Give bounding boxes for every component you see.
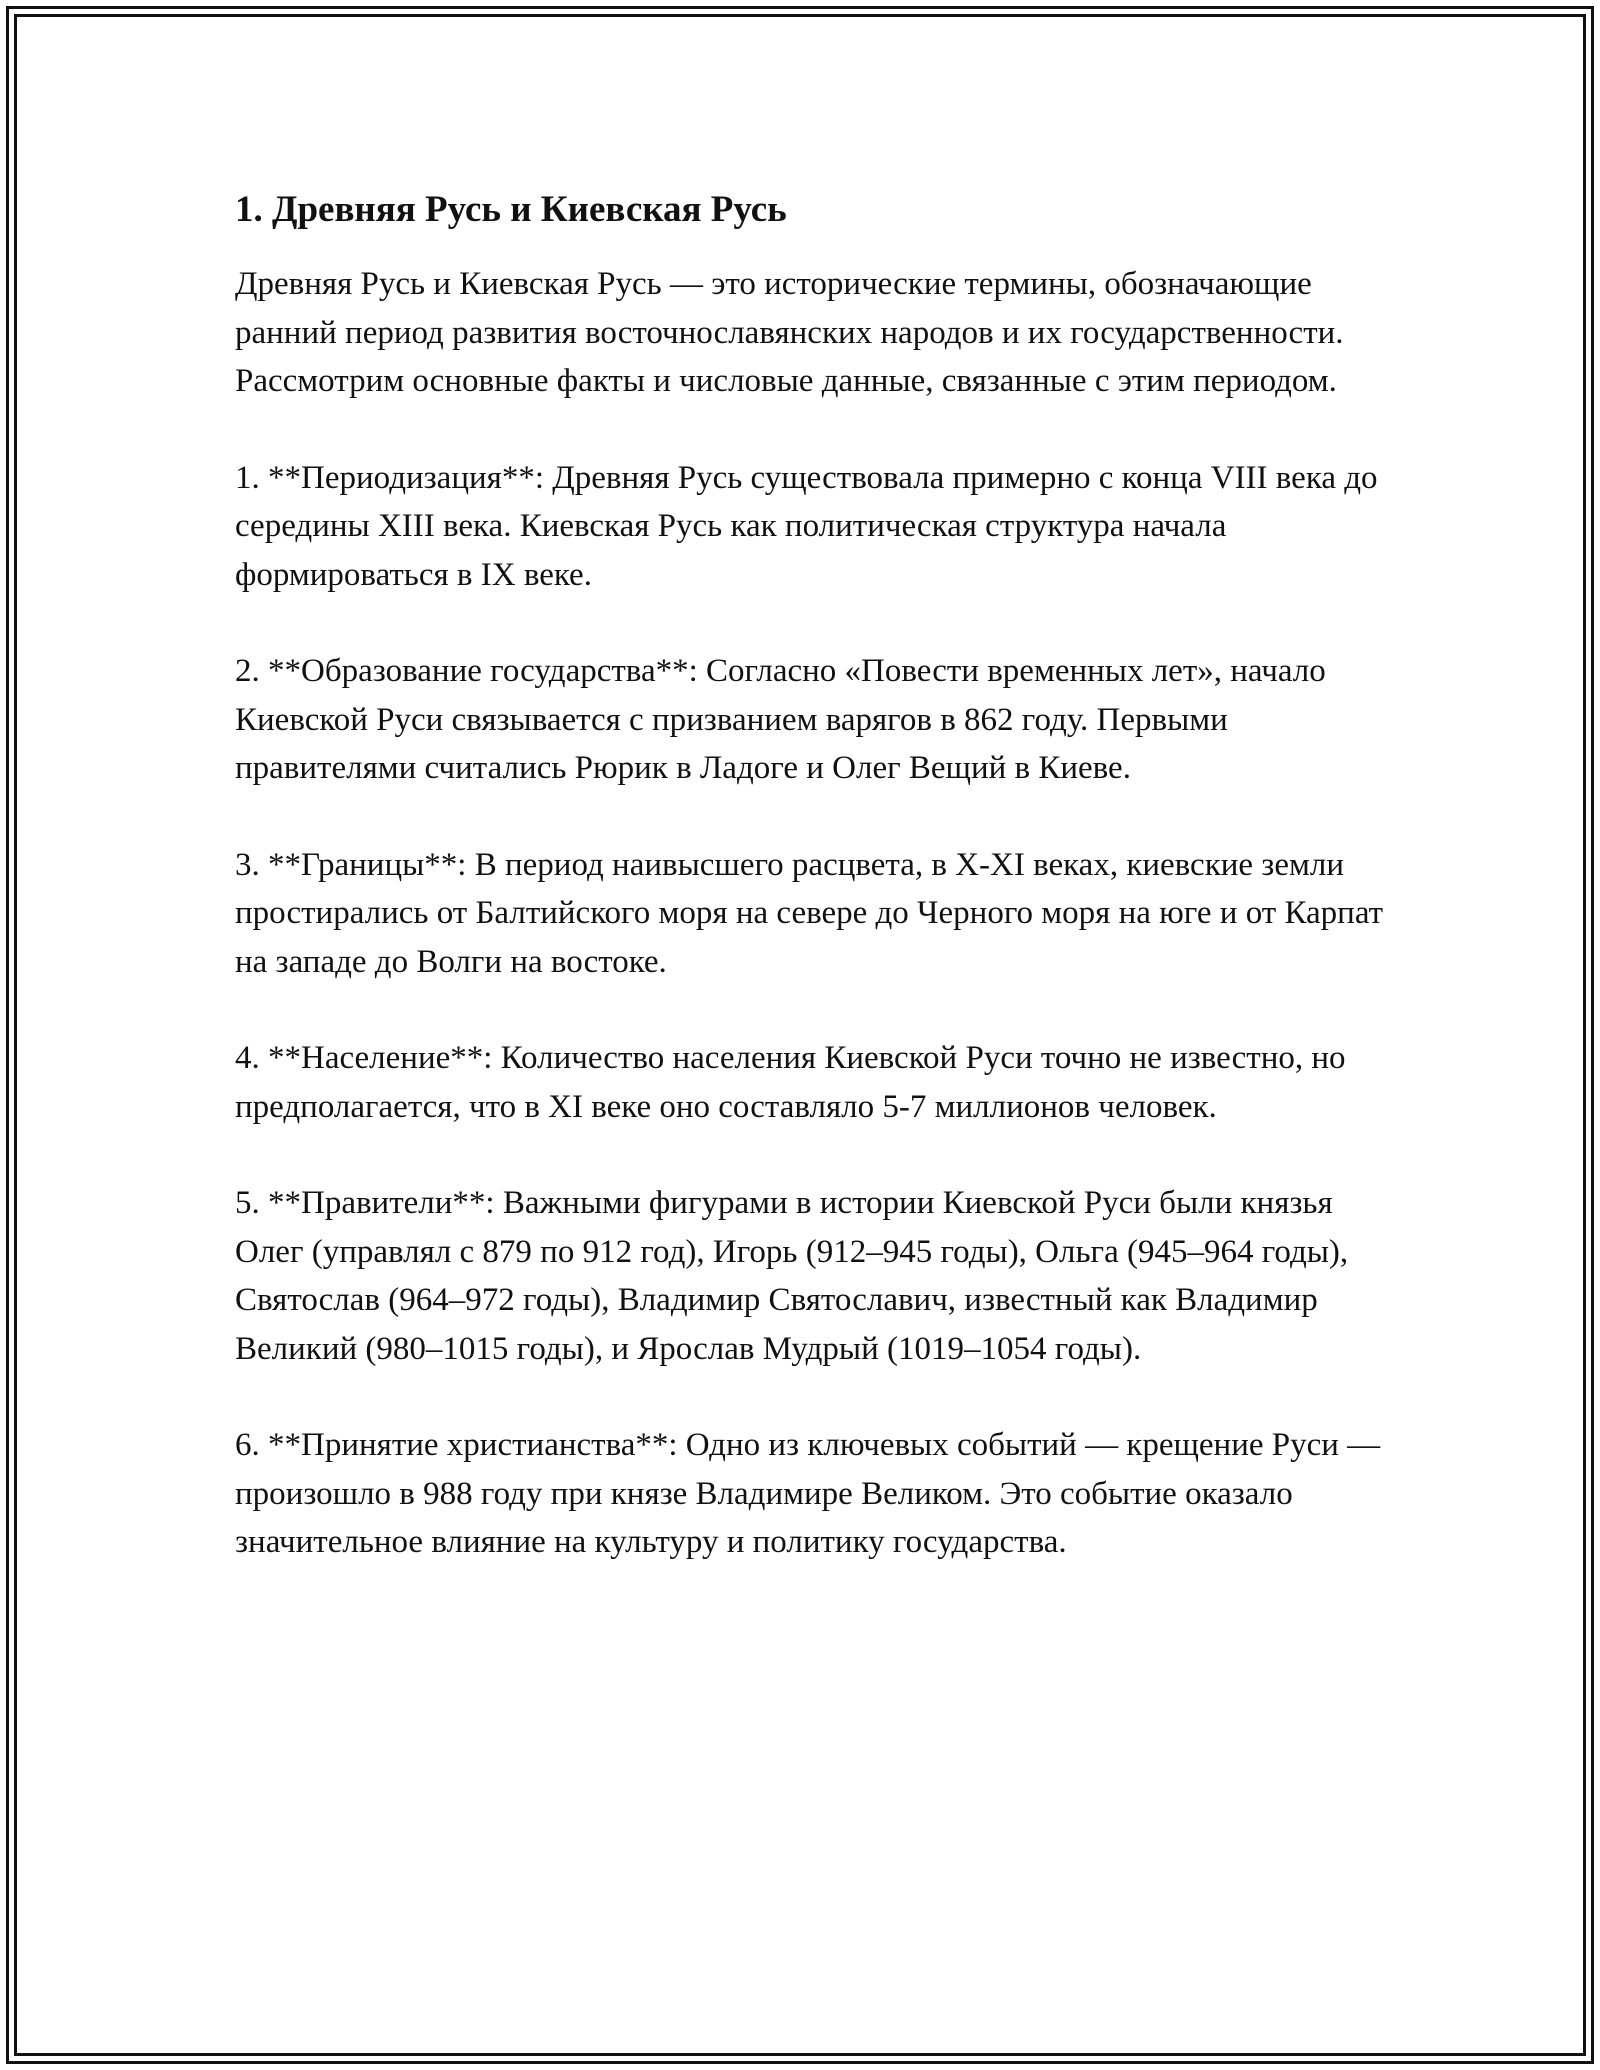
section-heading: 1. Древняя Русь и Киевская Русь: [235, 189, 787, 230]
intro-paragraph: Древняя Русь и Киевская Русь — это исторические термины, обозначающие ранний период развития восточнославянских народов и их государственности. Рассмотрим основные факты и числовые данные, связанные с этим периодом.: [235, 266, 1344, 399]
document-body: [235, 186, 1385, 1615]
paragraph-periodization: 1. **Периодизация**: Древняя Русь существовала примерно с конца VIII века до середины XIII века. Киевская Русь как политическая структура начала формироваться в IX веке.: [235, 459, 1378, 593]
paragraph-state-formation: 2. **Образование государства**: Согласно «Повести временных лет», начало Киевской Руси связывается с призванием варягов в 862 году. Первыми правителями считались Рюрик в Ладоге и Олег Вещий в Киеве.: [235, 653, 1326, 786]
paragraph-population: 4. **Население**: Количество населения Киевской Руси точно не известно, но предполагается, что в XI веке оно составляло 5-7 миллионов человек.: [235, 1040, 1346, 1125]
paragraph-christianization: 6. **Принятие христианства**: Одно из ключевых событий — крещение Руси — произошло в 988 году при князе Владимире Великом. Это событие оказало значительное влияние на культуру и политику государства.: [235, 1427, 1381, 1560]
paragraph-rulers: 5. **Правители**: Важными фигурами в истории Киевской Руси были князья Олег (управлял с 879 по 912 год), Игорь (912–945 годы), Ольга (945–964 годы), Святослав (964–972 годы), Владимир Святославич, известный как Владимир Великий (980–1015 годы), и Ярослав Мудрый (1019–1054 годы).: [235, 1185, 1349, 1367]
paragraph-borders: 3. **Границы**: В период наивысшего расцвета, в X-XI веках, киевские земли простирались от Балтийского моря на севере до Черного моря на юге и от Карпат на западе до Волги на востоке.: [235, 846, 1384, 980]
